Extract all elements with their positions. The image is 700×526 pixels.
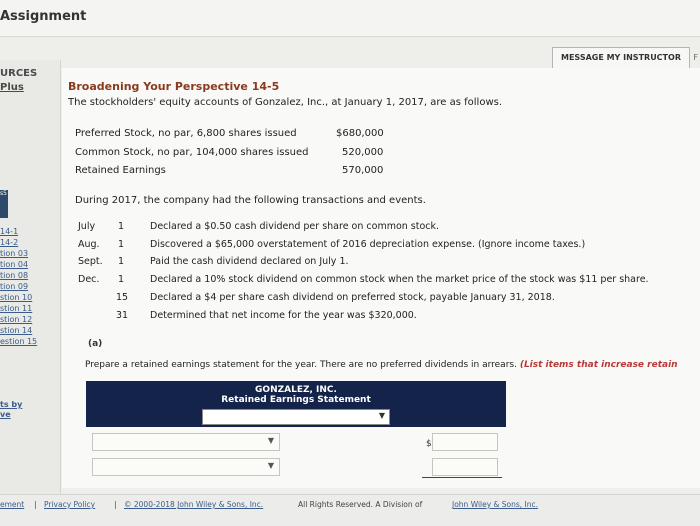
sidebar-item[interactable]: tion 04 — [0, 260, 29, 269]
txn-text: Declared a 10% stock dividend on common stock when the market price of the stock was $11 per share. — [150, 274, 649, 285]
statement-row-select[interactable] — [92, 433, 280, 451]
footer-separator: | — [114, 500, 117, 509]
sidebar-item[interactable]: stion 10 — [0, 293, 33, 302]
sidebar-item[interactable]: estion 15 — [0, 337, 38, 346]
txn-text: Determined that net income for the year was $320,000. — [150, 310, 417, 321]
plus-link[interactable]: Plus — [0, 82, 24, 93]
part-label: (a) — [88, 339, 103, 349]
txn-day: 31 — [116, 310, 129, 321]
txn-month: Dec. — [78, 274, 100, 285]
problem-intro: The stockholders' equity accounts of Gonzalez, Inc., at January 1, 2017, are as follows. — [68, 97, 503, 108]
txn-day: 1 — [118, 256, 125, 267]
sidebar-item[interactable]: 14-2 — [0, 238, 19, 247]
txn-day: 1 — [118, 239, 125, 250]
prompt-text — [85, 360, 678, 370]
sidebar-bottom-link-2[interactable]: ve — [0, 410, 11, 419]
footer-separator: | — [34, 500, 37, 509]
prompt-main: Prepare a retained earnings statement for the year. There are no preferred dividends in arrears. — [85, 360, 517, 370]
message-instructor-button[interactable]: MESSAGE MY INSTRUCTOR — [552, 47, 690, 69]
sidebar-item[interactable]: stion 14 — [0, 326, 33, 335]
page-title: Assignment — [0, 9, 87, 24]
txn-day: 1 — [118, 221, 125, 232]
chevron-down-icon: ▼ — [378, 411, 385, 420]
amount-input[interactable] — [432, 458, 498, 476]
transactions-intro: During 2017, the company had the following transactions and events. — [75, 195, 426, 206]
txn-text: Paid the cash dividend declared on July 1. — [150, 256, 349, 267]
sidebar-item[interactable]: tion 03 — [0, 249, 29, 258]
account-label: Retained Earnings — [75, 165, 166, 176]
chevron-down-icon: ▼ — [267, 461, 274, 470]
edge-glyph: F — [693, 53, 698, 62]
sidebar — [0, 60, 61, 500]
account-label: Preferred Stock, no par, 6,800 shares issued — [75, 128, 297, 139]
account-amount: 570,000 — [342, 165, 384, 176]
resources-heading: URCES — [0, 68, 38, 79]
sidebar-item[interactable]: tion 08 — [0, 271, 29, 280]
sidebar-item[interactable]: stion 12 — [0, 315, 33, 324]
period-select[interactable] — [202, 409, 390, 425]
txn-day: 15 — [116, 292, 129, 303]
txn-month: Aug. — [78, 239, 100, 250]
txn-month: July — [78, 221, 96, 232]
chevron-down-icon: ▼ — [267, 436, 274, 445]
total-underline — [422, 477, 502, 478]
statement-row-select[interactable] — [92, 458, 280, 476]
copyright-link[interactable]: © 2000-2018 John Wiley & Sons, Inc. — [124, 500, 264, 509]
txn-day: 1 — [118, 274, 125, 285]
txn-text: Discovered a $65,000 overstatement of 2016 depreciation expense. (Ignore income taxes.) — [150, 239, 586, 250]
dollar-sign: $ — [426, 439, 432, 449]
side-badge: s5 — [0, 190, 8, 218]
account-amount: 520,000 — [342, 147, 384, 158]
txn-text: Declared a $4 per share cash dividend on preferred stock, payable January 31, 2018. — [150, 292, 555, 303]
sidebar-item[interactable]: 14-1 — [0, 227, 19, 236]
account-label: Common Stock, no par, 104,000 shares issued — [75, 147, 309, 158]
statement-company: GONZALEZ, INC. — [255, 385, 337, 395]
statement-title: Retained Earnings Statement — [221, 395, 371, 405]
account-amount: $680,000 — [336, 128, 384, 139]
rights-text: All Rights Reserved. A Division of — [298, 500, 423, 509]
amount-input[interactable] — [432, 433, 498, 451]
sidebar-item[interactable]: tion 09 — [0, 282, 29, 291]
sidebar-item[interactable]: stion 11 — [0, 304, 33, 313]
footer-link[interactable]: ement — [0, 500, 25, 509]
txn-month: Sept. — [78, 256, 103, 267]
txn-text: Declared a $0.50 cash dividend per share on common stock. — [150, 221, 440, 232]
wiley-link[interactable]: John Wiley & Sons, Inc. — [452, 500, 539, 509]
problem-heading: Broadening Your Perspective 14-5 — [68, 80, 280, 93]
footer — [0, 494, 700, 526]
privacy-policy-link[interactable]: Privacy Policy — [44, 500, 96, 509]
sidebar-bottom-link[interactable]: ts by — [0, 400, 23, 409]
prompt-hint: (List items that increase retain — [519, 360, 678, 370]
